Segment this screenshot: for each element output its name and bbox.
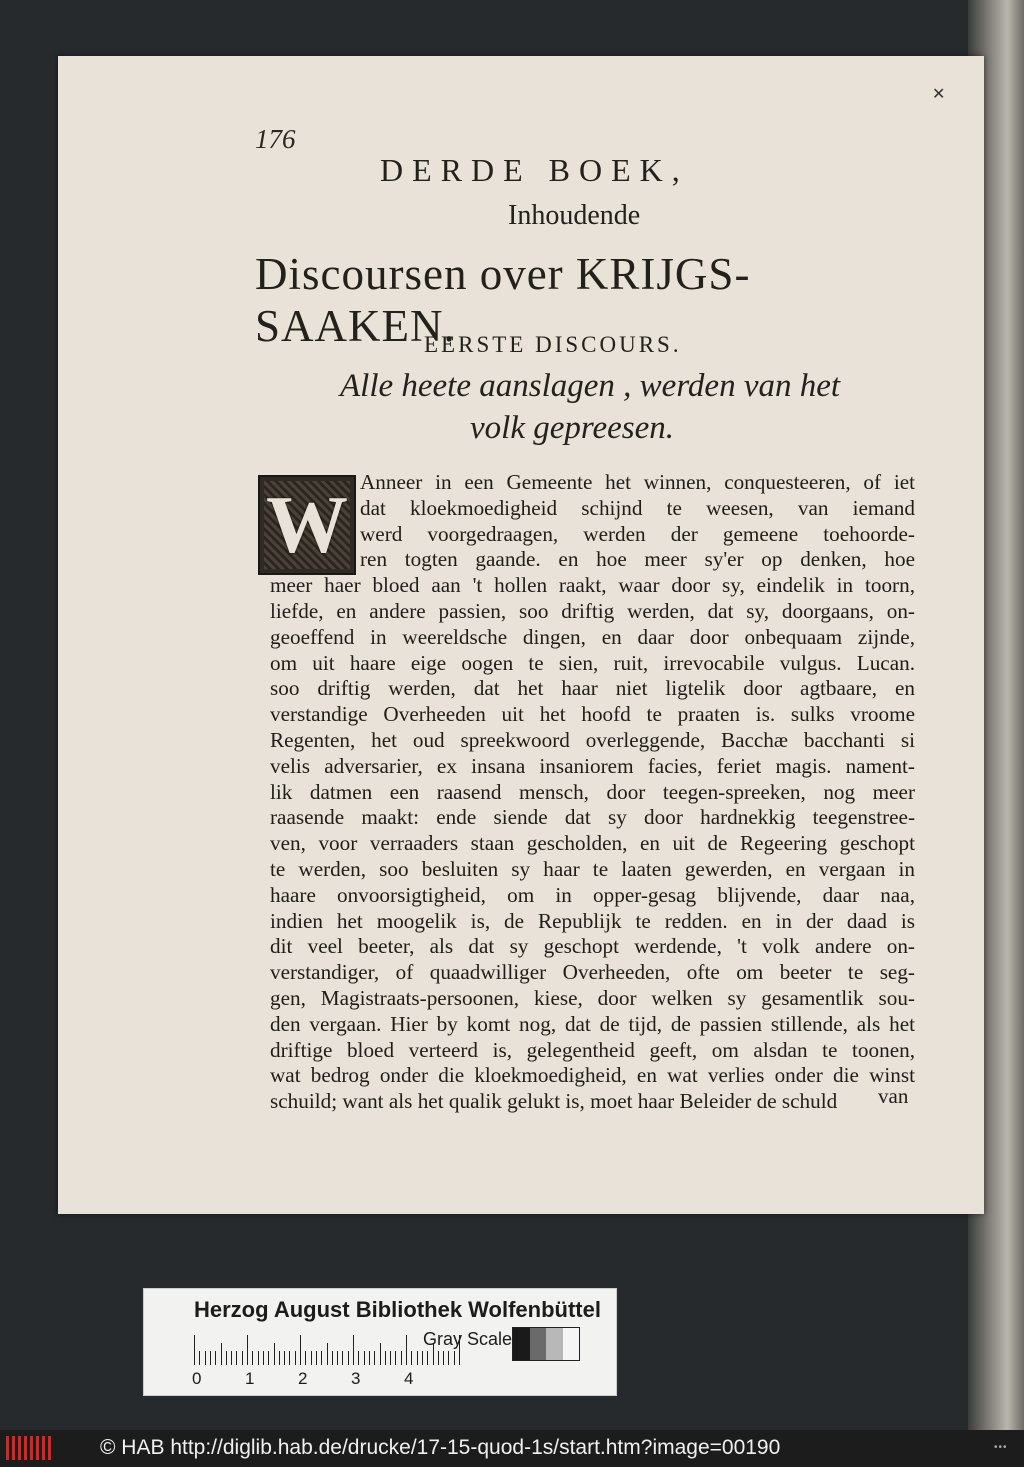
ruler-tick — [236, 1351, 237, 1365]
ruler-number: 1 — [245, 1369, 255, 1388]
text-line: schuild; want als het qualik gelukt is, moet haar Beleider de schuld — [270, 1089, 838, 1114]
text-line: werd voorgedraagen, werden der gemeene toehoorde- — [360, 521, 915, 546]
text-line: gen, Magistraats-persoonen, kiese, door welken sy gesamentlik sou- — [270, 986, 915, 1010]
text-line: geoeffend in weereldsche dingen, en daar door onbequaam zijnde, — [270, 624, 915, 649]
ruler-tick — [295, 1351, 296, 1365]
ruler-tick — [327, 1343, 328, 1365]
ruler-tick — [348, 1351, 349, 1365]
ruler-tick — [358, 1351, 359, 1365]
text-line: te werden, soo besluiten sy haar te laaten gewerden, en vergaan in — [270, 857, 915, 881]
text-line: dat kloekmoedigheid schijnd te weesen, van iemand — [360, 495, 915, 520]
ruler-tick — [221, 1343, 222, 1365]
ruler-tick — [279, 1351, 280, 1365]
text-line: verstandige Overheeden uit het hoofd te praaten is. sulks vroome — [270, 702, 915, 727]
page-mark: ✕ — [932, 84, 946, 103]
text-line: verstandiger, of quaadwilliger Overheeden, ofte om beeter te seg- — [270, 960, 915, 985]
discours-title: EERSTE DISCOURS. — [424, 332, 682, 357]
main-title: Discoursen over KRIJGS-SAAKEN. — [255, 249, 751, 351]
footer-copyright-url[interactable]: © HAB http://diglib.hab.de/drucke/17-15-quod-1s/start.htm?image=00190 — [100, 1436, 781, 1459]
ruler-tick — [242, 1351, 243, 1365]
ruler-tick — [316, 1351, 317, 1365]
catchword: van — [878, 1084, 909, 1108]
ruler-tick — [380, 1343, 381, 1365]
ruler-tick — [417, 1351, 418, 1365]
ruler-tick — [390, 1351, 391, 1365]
ruler-tick — [205, 1351, 206, 1365]
drop-cap-letter: W — [266, 479, 348, 570]
gray-scale-label: Gray Scale — [423, 1329, 513, 1349]
ruler-tick — [231, 1351, 232, 1365]
card-title: Herzog August Bibliothek Wolfenbüttel — [194, 1297, 601, 1322]
text-line: indien het moogelik is, de Republijk te redden. en in der daad is — [270, 908, 915, 933]
ruler-tick — [194, 1335, 195, 1365]
footer-bar — [0, 1430, 1024, 1467]
text-line: lik datmen een raasend mensch, door teegen-spreeken, nog meer — [270, 779, 915, 804]
ruler-tick — [401, 1351, 402, 1365]
text-line: om uit haare eige oogen te sien, ruit, irrevocabile vulgus. Lucan. — [270, 650, 915, 675]
text-line: Anneer in een Gemeente het winnen, conquesteeren, of iet — [360, 470, 915, 494]
text-line: driftige bloed verteerd is, gelegentheid geeft, om alsdan te toonen, — [270, 1037, 915, 1062]
ruler-tick — [274, 1343, 275, 1365]
ruler-tick — [263, 1351, 264, 1365]
ruler-tick — [210, 1351, 211, 1365]
subhead: Inhoudende — [508, 200, 641, 231]
text-line: wat bedrog onder die kloekmoedigheid, en wat verlies onder die winst — [270, 1063, 915, 1088]
swatch-dark-gray — [530, 1328, 547, 1360]
ruler-tick — [395, 1351, 396, 1365]
hab-logo-icon — [6, 1436, 54, 1460]
ruler-tick — [311, 1351, 312, 1365]
ruler-tick — [353, 1335, 354, 1365]
ruler-tick — [215, 1351, 216, 1365]
text-line: raasende maakt: ende siende dat sy door hardnekkig teegenstree- — [270, 805, 915, 830]
ruler-number: 2 — [298, 1369, 308, 1388]
text-line: dit veel beeter, als dat sy geschopt werdende, 't volk andere on- — [270, 934, 915, 959]
swatch-black — [513, 1328, 530, 1360]
book-title: DERDE BOEK, — [380, 152, 689, 188]
text-line: ven, voor verraaders staan gescholden, en uit de Regeering geschopt — [270, 831, 915, 856]
ruler-tick — [427, 1351, 428, 1365]
ruler-tick — [252, 1351, 253, 1365]
ruler-tick — [284, 1351, 285, 1365]
ruler-tick — [448, 1351, 449, 1365]
ruler-tick — [385, 1351, 386, 1365]
ruler-tick — [199, 1351, 200, 1365]
ruler-tick — [443, 1351, 444, 1365]
ruler-tick — [226, 1351, 227, 1365]
text-line: liefde, en andere passien, soo driftig werden, dat sy, doorgaans, on- — [270, 599, 915, 623]
ruler-tick — [369, 1351, 370, 1365]
color-scale-card — [143, 1288, 617, 1396]
ruler-tick — [411, 1351, 412, 1365]
drop-cap — [258, 475, 356, 575]
ruler-number: 0 — [192, 1369, 202, 1388]
ruler-tick — [454, 1351, 455, 1365]
ruler-tick — [406, 1335, 407, 1365]
text-line: haare onvoorsigtigheid, om in opper-gesag blijvende, daar naa, — [270, 882, 915, 907]
ruler-tick — [268, 1351, 269, 1365]
ruler-number: 3 — [351, 1369, 361, 1388]
ruler-tick — [337, 1351, 338, 1365]
text-line: soo driftig werden, dat het haar niet ligtelik door agtbaare, en — [270, 676, 915, 701]
text-line: meer haer bloed aan 't hollen raakt, waar door sy, eindelik in toorn, — [270, 573, 915, 598]
ruler-tick — [422, 1351, 423, 1365]
more-icon[interactable]: ••• — [994, 1442, 1008, 1453]
ruler-tick — [305, 1351, 306, 1365]
ruler-tick — [374, 1351, 375, 1365]
ruler-tick — [332, 1351, 333, 1365]
text-line: velis adversarier, ex insana insaniorem facies, feriet magis. nament- — [270, 753, 915, 778]
text-line: den vergaan. Hier by komt nog, dat de tijd, de passien stillende, als het — [270, 1011, 915, 1036]
ruler-tick — [247, 1335, 248, 1365]
motto-line-2: volk gepreesen. — [470, 410, 675, 446]
gray-scale-swatches — [512, 1327, 580, 1361]
swatch-white — [563, 1328, 580, 1360]
motto-line-1: Alle heete aanslagen , werden van het — [340, 368, 841, 404]
page-number: 176 — [255, 124, 296, 154]
text-line: Regenten, het oud spreekwoord overleggende, Bacchæ bacchanti si — [270, 728, 915, 752]
ruler-number: 4 — [404, 1369, 414, 1388]
swatch-light-gray — [546, 1328, 563, 1360]
ruler-tick — [342, 1351, 343, 1365]
ruler — [194, 1335, 454, 1365]
drop-cap-ornament — [264, 481, 350, 569]
ruler-tick — [364, 1351, 365, 1365]
ruler-tick — [438, 1351, 439, 1365]
ruler-tick — [321, 1351, 322, 1365]
ruler-tick — [300, 1335, 301, 1365]
ruler-tick — [289, 1351, 290, 1365]
text-line: ren togten gaande. en hoe meer sy'er op denken, hoe — [360, 547, 915, 572]
ruler-tick — [258, 1351, 259, 1365]
